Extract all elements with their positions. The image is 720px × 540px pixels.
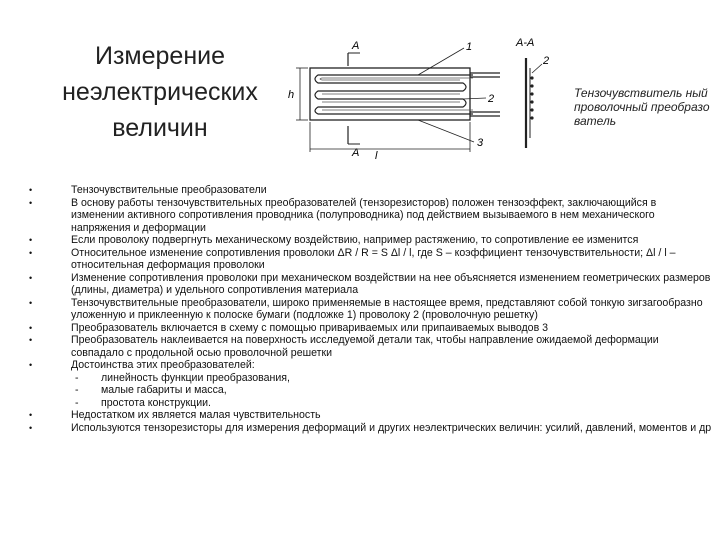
label-l: l bbox=[375, 150, 378, 162]
bullet-dot: • bbox=[29, 197, 33, 208]
label-a-top: A bbox=[352, 40, 360, 52]
bullet-dot: • bbox=[29, 335, 33, 345]
bullet-item: • Тензочувствительные преобразователи bbox=[29, 184, 267, 196]
bullet-dot: • bbox=[29, 322, 33, 333]
strain-gauge-diagram bbox=[268, 28, 568, 173]
bullet-item: • Относительное изменение сопротивления проволоки ΔR / R = S Δl / l, где S – коэффициент тензочувствительности; Δl / l – относительная деформация проволоки bbox=[29, 246, 676, 271]
bullet-dot: • bbox=[29, 410, 33, 420]
bullet-item: • Если проволоку подвергнуть механическому воздействию, например растяжению, то сопротивление ее изменится bbox=[29, 234, 639, 246]
bullet-list bbox=[22, 184, 712, 434]
label-h: h bbox=[288, 89, 295, 101]
advantages-list bbox=[71, 372, 712, 410]
bullet-item: • Достоинства этих преобразователей: - линейность функции преобразования, - малые габариты и масса, - простота конструкции. bbox=[22, 359, 712, 409]
dash-marker: - bbox=[75, 384, 79, 396]
diagram-caption: Тензочувствитель ный проволочный преобразователь bbox=[574, 86, 710, 128]
label-2-section: 2 bbox=[543, 55, 550, 67]
label-a-bottom: A bbox=[352, 147, 360, 159]
bullet-dot: • bbox=[29, 360, 33, 370]
bullet-item: • Преобразователь включается в схему с помощью привариваемых или припаиваемых выводов 3 bbox=[29, 321, 549, 334]
label-3: 3 bbox=[477, 137, 484, 149]
bullet-item: • Преобразователь наклеивается на поверхность исследуемой детали так, чтобы направление ожидаемой деформации совпадало с продольной осью проволочной решетки bbox=[29, 334, 659, 359]
title-line-3: величин bbox=[112, 114, 208, 142]
dash-marker: - bbox=[75, 371, 79, 384]
label-section-aa: A-A bbox=[516, 37, 535, 49]
advantage-item: - линейность функции преобразования, bbox=[75, 371, 290, 384]
bullet-dot: • bbox=[29, 422, 33, 433]
bullet-item: • В основу работы тензочувствительных преобразователей (тензорезисторов) положен тензоэффект, заключающийся в изменении активного сопротивления проводника (полупроводника) под действием вызываемого в нем механического напряжения и деформации bbox=[29, 196, 657, 234]
bullet-dot: • bbox=[29, 272, 33, 283]
leader-3 bbox=[418, 120, 474, 142]
bullet-dot: • bbox=[29, 247, 33, 258]
bullet-item: • Используются тензорезисторы для измерения деформаций и других неэлектрических величин: усилий, давлений, моментов и др bbox=[29, 421, 712, 434]
slide-title bbox=[40, 38, 280, 146]
bullet-dot: • bbox=[29, 235, 33, 245]
dash-marker: - bbox=[75, 396, 79, 409]
advantage-item: - простота конструкции. bbox=[75, 396, 211, 409]
bullet-dot: • bbox=[29, 185, 33, 195]
leader-1 bbox=[418, 48, 464, 75]
title-line-2: неэлектрических bbox=[62, 78, 258, 106]
bullet-item: • Недостатком их является малая чувствительность bbox=[29, 409, 321, 421]
leader-2-section bbox=[532, 64, 542, 73]
wire-grid bbox=[315, 75, 473, 114]
section-wire-dots bbox=[530, 76, 533, 119]
label-1: 1 bbox=[466, 41, 473, 53]
bullet-item: • Изменение сопротивления проволоки при механическом воздействии на нее объясняется изменением геометрических размеров (длины, диаметра) и удельного сопротивления материала bbox=[29, 271, 711, 296]
bullet-item: • Тензочувствительные преобразователи, широко применяемые в настоящее время, представляют собой тонкую зигзагообразно уложенную и приклеенную к полоске бумаги (подложке 1) проволоку 2 (проволочную решетку) bbox=[29, 296, 703, 321]
title-line-1: Измерение bbox=[94, 42, 225, 70]
label-2: 2 bbox=[488, 93, 495, 105]
leader-2 bbox=[463, 98, 486, 99]
bullet-dot: • bbox=[29, 297, 33, 308]
advantage-item: - малые габариты и масса, bbox=[75, 384, 227, 396]
